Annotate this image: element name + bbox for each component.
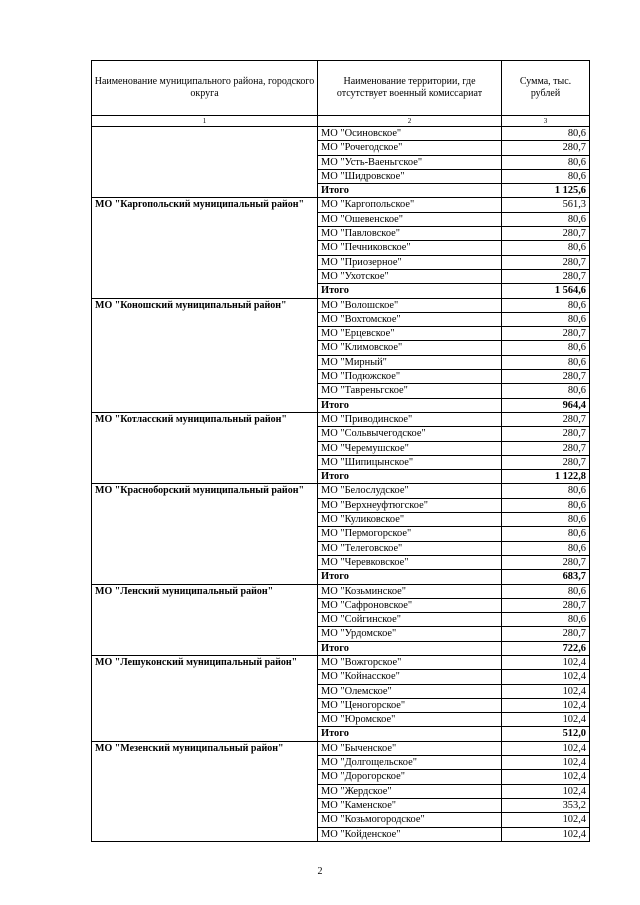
territory-name-cell: МО "Юромское" [318, 713, 502, 727]
territory-name-cell: МО "Мирный" [318, 355, 502, 369]
amount-cell: 280,7 [502, 441, 590, 455]
territory-name-cell: МО "Усть-Ваеньгское" [318, 155, 502, 169]
territory-name-cell: МО "Шипицынское" [318, 455, 502, 469]
amount-cell: 102,4 [502, 684, 590, 698]
amount-cell: 280,7 [502, 327, 590, 341]
column-index-1: 1 [92, 116, 318, 127]
amount-cell: 280,7 [502, 227, 590, 241]
territory-name-cell: МО "Телеговское" [318, 541, 502, 555]
municipal-district-cell: МО "Коношский муниципальный район" [92, 298, 318, 412]
territory-name-cell: МО "Каменское" [318, 798, 502, 812]
amount-cell: 280,7 [502, 269, 590, 283]
total-label: Итого [318, 398, 502, 412]
amount-cell: 80,6 [502, 613, 590, 627]
total-amount: 512,0 [502, 727, 590, 741]
territory-name-cell: МО "Черемушское" [318, 441, 502, 455]
total-amount: 683,7 [502, 570, 590, 584]
table-row [92, 198, 590, 212]
territory-name-cell: МО "Черевковское" [318, 555, 502, 569]
territory-name-cell: МО "Сойгинское" [318, 613, 502, 627]
header-amount: Сумма, тыс. рублей [502, 61, 590, 116]
total-label: Итого [318, 284, 502, 298]
territory-name-cell: МО "Павловское" [318, 227, 502, 241]
amount-cell: 280,7 [502, 455, 590, 469]
amount-cell: 80,6 [502, 584, 590, 598]
total-amount: 722,6 [502, 641, 590, 655]
territory-name-cell: МО "Шидровское" [318, 169, 502, 183]
amount-cell: 80,6 [502, 298, 590, 312]
amount-cell: 102,4 [502, 713, 590, 727]
territory-name-cell: МО "Печниковское" [318, 241, 502, 255]
amount-cell: 102,4 [502, 827, 590, 841]
amount-cell: 102,4 [502, 756, 590, 770]
territory-name-cell: МО "Олемское" [318, 684, 502, 698]
municipal-district-cell: МО "Лешуконский муниципальный район" [92, 655, 318, 741]
territory-name-cell: МО "Жердское" [318, 784, 502, 798]
amount-cell: 102,4 [502, 698, 590, 712]
column-index-2: 2 [318, 116, 502, 127]
amount-cell: 80,6 [502, 498, 590, 512]
territory-name-cell: МО "Козьмогородское" [318, 813, 502, 827]
table-row [92, 127, 590, 141]
territory-name-cell: МО "Сольвычегодское" [318, 427, 502, 441]
territory-name-cell: МО "Ухотское" [318, 269, 502, 283]
total-label: Итого [318, 570, 502, 584]
amount-cell: 102,4 [502, 813, 590, 827]
amount-cell: 102,4 [502, 670, 590, 684]
amount-cell: 280,7 [502, 412, 590, 426]
header-territory: Наименование территории, где отсутствует военный комиссариат [318, 61, 502, 116]
territory-name-cell: МО "Подюжское" [318, 370, 502, 384]
amount-cell: 280,7 [502, 255, 590, 269]
amount-cell: 80,6 [502, 241, 590, 255]
amount-cell: 80,6 [502, 341, 590, 355]
municipal-district-cell: МО "Красноборский муниципальный район" [92, 484, 318, 584]
territory-name-cell: МО "Пермогорское" [318, 527, 502, 541]
municipal-district-cell: МО "Ленский муниципальный район" [92, 584, 318, 655]
territory-name-cell: МО "Урдомское" [318, 627, 502, 641]
amount-cell: 80,6 [502, 155, 590, 169]
amount-cell: 561,3 [502, 198, 590, 212]
territory-name-cell: МО "Куликовское" [318, 513, 502, 527]
territory-name-cell: МО "Койденское" [318, 827, 502, 841]
amount-cell: 102,4 [502, 655, 590, 669]
territory-name-cell: МО "Быченское" [318, 741, 502, 755]
amount-cell: 280,7 [502, 141, 590, 155]
total-amount: 1 122,8 [502, 470, 590, 484]
total-amount: 964,4 [502, 398, 590, 412]
territory-name-cell: МО "Дорогорское" [318, 770, 502, 784]
total-amount: 1 125,6 [502, 184, 590, 198]
territory-name-cell: МО "Тавреньгское" [318, 384, 502, 398]
municipal-district-cell: МО "Каргопольский муниципальный район" [92, 198, 318, 298]
territory-name-cell: МО "Верхнеуфтюгское" [318, 498, 502, 512]
amount-cell: 280,7 [502, 555, 590, 569]
table-row [92, 412, 590, 426]
column-index-row [92, 116, 590, 127]
territory-name-cell: МО "Волошское" [318, 298, 502, 312]
table-row [92, 655, 590, 669]
amount-cell: 102,4 [502, 770, 590, 784]
total-amount: 1 564,6 [502, 284, 590, 298]
territory-name-cell: МО "Климовское" [318, 341, 502, 355]
amount-cell: 80,6 [502, 169, 590, 183]
territory-name-cell: МО "Белослудское" [318, 484, 502, 498]
amount-cell: 80,6 [502, 527, 590, 541]
table-row [92, 298, 590, 312]
amount-cell: 353,2 [502, 798, 590, 812]
amount-cell: 80,6 [502, 127, 590, 141]
amount-cell: 102,4 [502, 784, 590, 798]
table-row [92, 584, 590, 598]
territory-name-cell: МО "Ценогорское" [318, 698, 502, 712]
total-label: Итого [318, 727, 502, 741]
territory-name-cell: МО "Козьминское" [318, 584, 502, 598]
table-row [92, 741, 590, 755]
header-row [92, 61, 590, 116]
municipal-district-cell: МО "Мезенский муниципальный район" [92, 741, 318, 841]
territory-name-cell: МО "Приводинское" [318, 412, 502, 426]
municipal-district-cell: МО "Котласский муниципальный район" [92, 412, 318, 483]
territory-name-cell: МО "Долгощельское" [318, 756, 502, 770]
amount-cell: 80,6 [502, 513, 590, 527]
territory-name-cell: МО "Вожгорское" [318, 655, 502, 669]
amount-cell: 80,6 [502, 484, 590, 498]
header-municipality: Наименование муниципального района, городского округа [92, 61, 318, 116]
amount-cell: 80,6 [502, 355, 590, 369]
empty-district-cell [92, 127, 318, 198]
territory-name-cell: МО "Ошевенское" [318, 212, 502, 226]
territory-name-cell: МО "Каргопольское" [318, 198, 502, 212]
amount-cell: 102,4 [502, 741, 590, 755]
table-body [92, 61, 590, 842]
amount-cell: 80,6 [502, 541, 590, 555]
territory-name-cell: МО "Сафроновское" [318, 598, 502, 612]
amount-cell: 80,6 [502, 312, 590, 326]
amount-cell: 280,7 [502, 598, 590, 612]
amount-cell: 280,7 [502, 427, 590, 441]
table-row [92, 484, 590, 498]
territory-name-cell: МО "Ерцевское" [318, 327, 502, 341]
territory-name-cell: МО "Койнасское" [318, 670, 502, 684]
total-label: Итого [318, 184, 502, 198]
amount-cell: 80,6 [502, 384, 590, 398]
total-label: Итого [318, 470, 502, 484]
amount-cell: 280,7 [502, 627, 590, 641]
territory-name-cell: МО "Рочегодское" [318, 141, 502, 155]
territory-name-cell: МО "Вохтомское" [318, 312, 502, 326]
allocation-table [91, 60, 590, 842]
column-index-3: 3 [502, 116, 590, 127]
page-number: 2 [317, 866, 323, 877]
amount-cell: 280,7 [502, 370, 590, 384]
territory-name-cell: МО "Осиновское" [318, 127, 502, 141]
territory-name-cell: МО "Приозерное" [318, 255, 502, 269]
total-label: Итого [318, 641, 502, 655]
amount-cell: 80,6 [502, 212, 590, 226]
